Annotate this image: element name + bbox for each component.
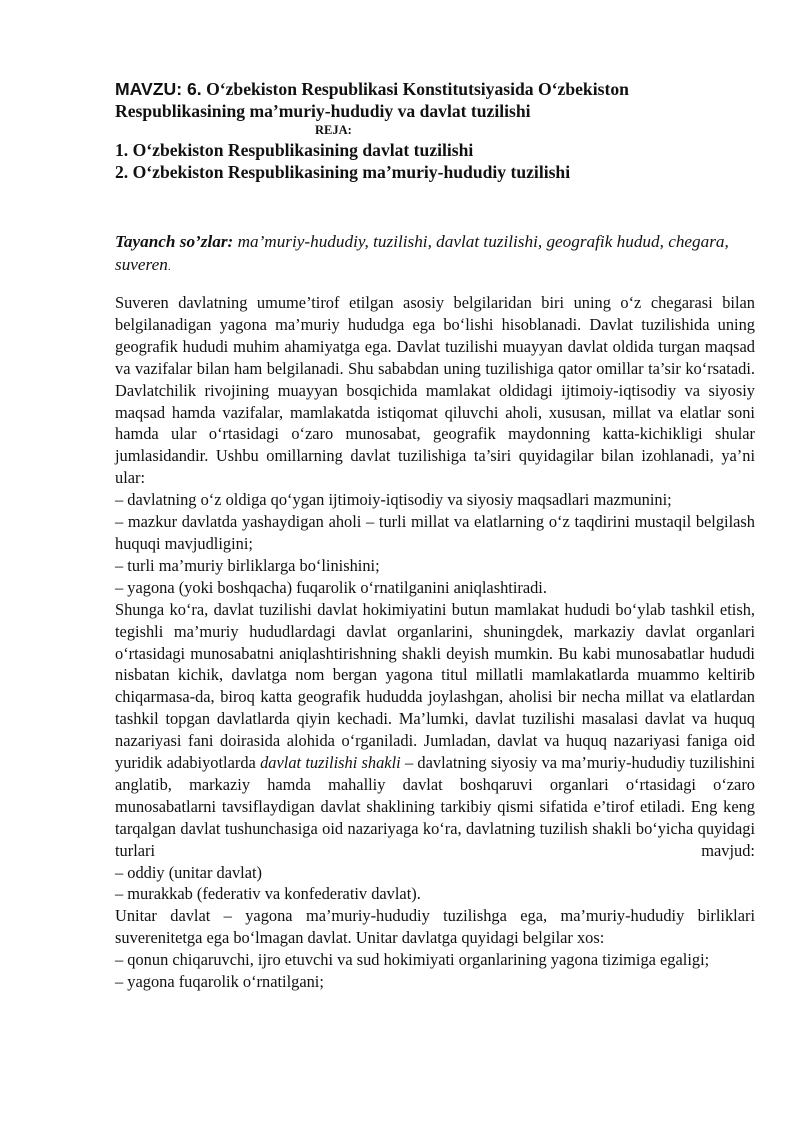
list-item: – qonun chiqaruvchi, ijro etuvchi va sud hokimiyati organlarining yagona tizimiga egaligi; [115, 950, 710, 970]
list-item: – yagona (yoki boshqacha) fuqarolik o‘rnatilganini aniqlashtiradi. [115, 577, 547, 597]
paragraph-2 [115, 599, 755, 862]
list-item: – yagona fuqarolik o‘rnatilgani; [115, 972, 324, 992]
paragraph-2-end: – davlatning siyosiy va ma’muriy-hududiy tuzilishini anglatib, markaziy hamda mahalliy davlat boshqaruvi organlari o‘rtasidagi o‘zaro munosabatlarni tavsiflaydigan davlat shaklining tarkibiy qismi sifatida e’tirof etiladi. Eng keng tarqalgan davlat tushunchasiga oid nazariyaga ko‘ra, davlatning tuzilish shakli bo‘yicha quyidagi turlari mavjud: [115, 753, 755, 860]
list-item: – turli ma’muriy birliklarga bo‘linishini; [115, 555, 380, 575]
document-title [115, 78, 755, 122]
plan-item-2: 2. O‘zbekiston Respublikasining ma’muriy-hududiy tuzilishi [115, 162, 571, 182]
paragraph-3: Unitar davlat – yagona ma’muriy-hududiy tuzilishga ega, ma’muriy-hududiy birliklari suverenitetga ega bo‘lmagan davlat. Unitar davlatga quyidagi belgilar xos: [115, 906, 755, 948]
keywords-text: ma’muriy-hududiy, tuzilishi, davlat tuzilishi, geografik hudud, chegara, suveren [115, 232, 729, 274]
keywords-line [115, 231, 755, 278]
plan-heading: REJA: [315, 123, 352, 137]
list-item: – oddiy (unitar davlat) [115, 862, 263, 882]
term-italic: davlat tuzilishi shakli [260, 753, 401, 773]
title-lead: MAVZU: 6. [115, 79, 202, 99]
paragraph-1: Suveren davlatning umume’tirof etilgan asosiy belgilaridan biri uning o‘z chegarasi bilan belgilanadigan yagona ma’muriy hududga ega bo‘lishi hisoblanadi. Davlat tuzilishida uning geografik hududi muhim ahamiyatga ega. Davlat tuzilishi muayyan davlat oldida turgan maqsad va vazifalar bilan ham belgilanadi. Shu sababdan uning tuzilishiga qator omillar ta’sir ko‘rsatadi. Davlatchilik rivojining muayyan bosqichida mamlakat oldidagi ijtimoiy-iqtisodiy va siyosiy maqsad hamda vazifalar, mamlakatda istiqomat qiluvchi aholi, xususan, millat va elatlar soni hamda ular o‘rtasidagi o‘zaro munosabat, geografik maydonning katta-kichikligi shular jumlasidandir. Ushbu omillarning davlat tuzilishiga ta’siri quyidagilar bilan izohlanadi, ya’ni ular: [115, 293, 755, 488]
keywords-label: Tayanch so’zlar: [115, 232, 234, 251]
keywords-end: . [167, 260, 171, 273]
list-item: – murakkab (federativ va konfederativ davlat). [115, 884, 421, 904]
paragraph-2-start: Shunga ko‘ra, davlat tuzilishi davlat hokimiyatini butun mamlakat hududi bo‘ylab tashkil etish, tegishli ma’muriy hududlardagi davlat organlarini, shuningdek, markaziy davlat organlari o‘rtasidagi munosabatni aniqlashtirishning shakli deyish mumkin. Bu kabi munosabatlar hududi nisbatan kichik, davlatga nom bergan yagona titul millatli mamlakatlarda muammo keltirib chiqarmasa-da, biroq katta geografik hududda joylashgan, aholisi bir necha millat va elatlardan tashkil topgan davlatlarda qiyin kechadi. Ma’lumki, davlat tuzilishi masalasi davlat va huquq nazariyasi fani doirasida alohida o‘rganiladi. Jumladan, davlat va huquq nazariyasi faniga oid yuridik adabiyotlarda [115, 599, 755, 773]
list-item: – davlatning o‘z oldiga qo‘ygan ijtimoiy-iqtisodiy va siyosiy maqsadlari mazmunini; [115, 490, 672, 510]
document-page [115, 78, 755, 993]
title-text: O‘zbekiston Respublikasi Konstitutsiyasida O‘zbekiston Respublikasining ma’muriy-hududiy va davlat tuzilishi [115, 79, 629, 121]
plan-item-1: 1. O‘zbekiston Respublikasining davlat tuzilishi [115, 140, 474, 160]
body-text [115, 292, 755, 993]
list-item: – mazkur davlatda yashaydigan aholi – turli millat va elatlarning o‘z taqdirini mustaqil belgilash huquqi mavjudligini; [115, 512, 755, 553]
